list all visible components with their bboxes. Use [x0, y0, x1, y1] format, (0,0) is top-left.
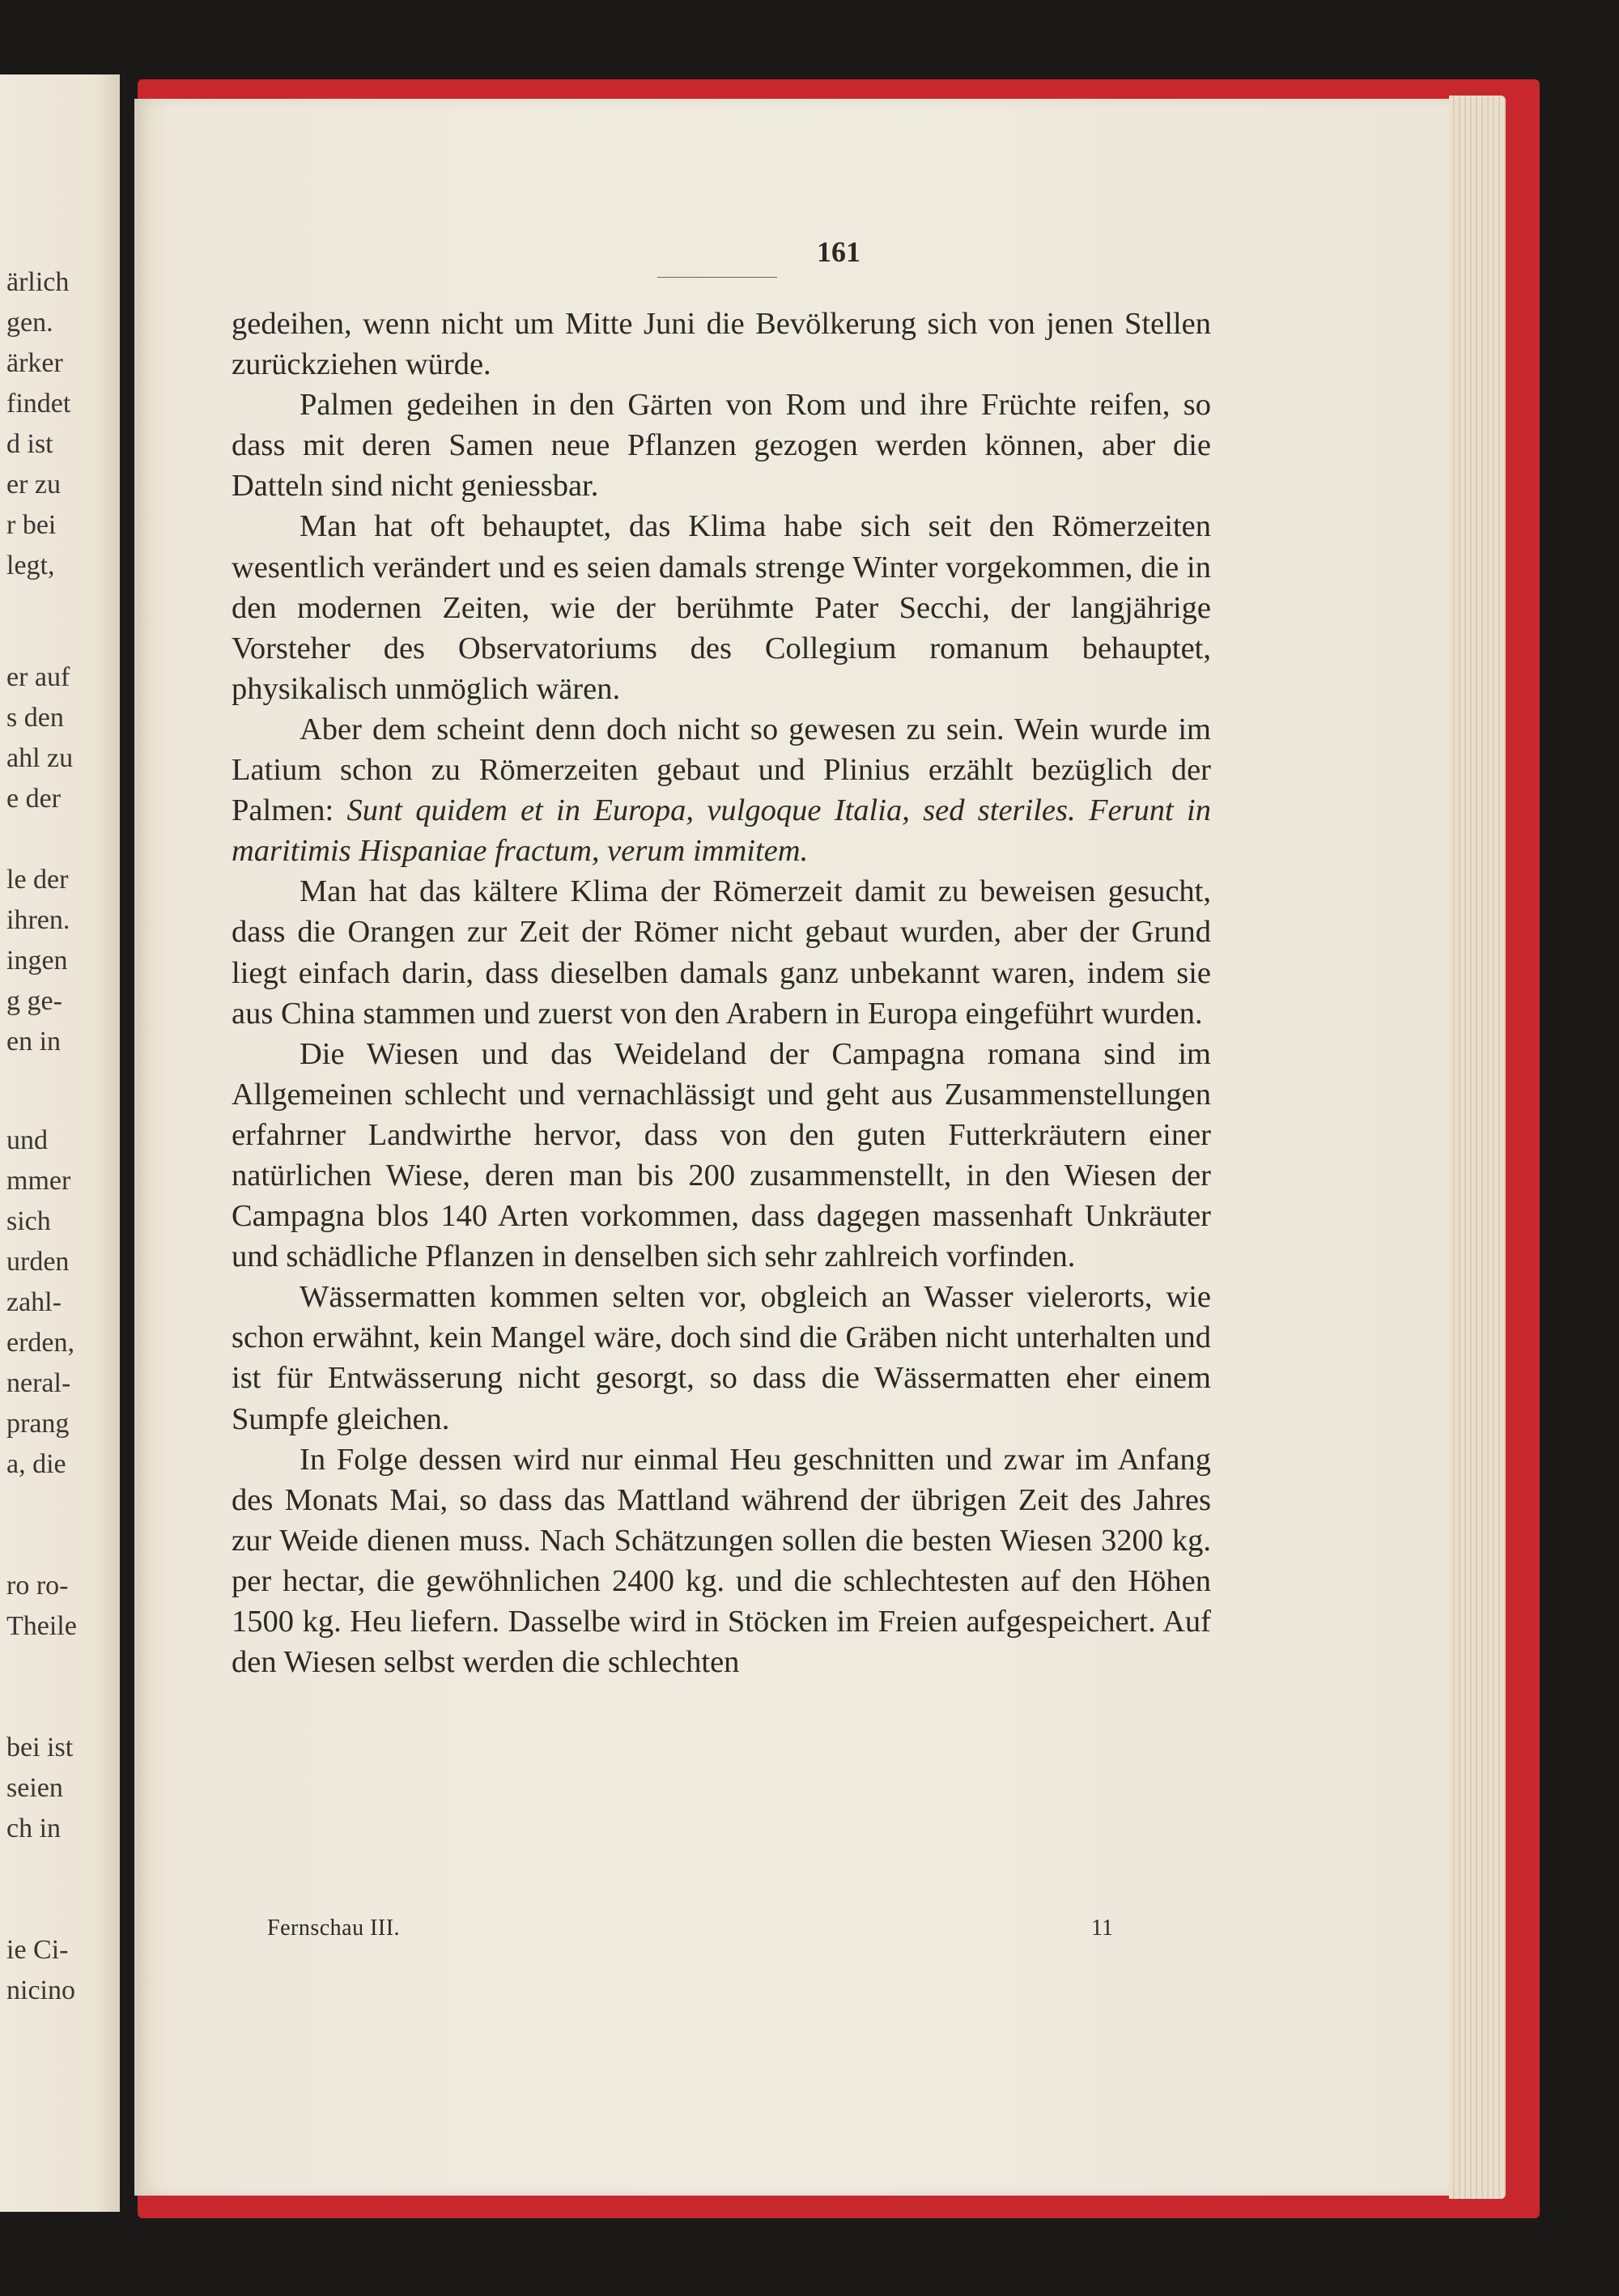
paragraph: Palmen gedeihen in den Gärten von Rom und ihre Früchte reifen, so dass mit deren Samen neue Pflanzen gezogen werden können, aber die Datteln sind nicht geniessbar.	[232, 388, 1211, 504]
paragraph: In Folge dessen wird nur einmal Heu geschnitten und zwar im Anfang des Monats Mai, so dass das Mattland während der übrigen Zeit des Jahres zur Weide dienen muss. Nach Schätzungen sollen die besten Wiesen 3200 kg. per hectar, die gewöhnlichen 2400 kg. und die schlechtesten auf den Höhen 1500 kg. Heu liefern. Dasselbe wird in Stöcken im Freien aufgespeichert. Auf den Wiesen selbst werden die schlechten	[232, 1442, 1211, 1680]
left-page-fragment: Theile	[6, 1611, 77, 1641]
left-page-fragment: mmer	[6, 1166, 71, 1196]
paragraph: Die Wiesen und das Weideland der Campagna romana sind im Allgemeinen schlecht und vernachlässigt und geht aus Zusammenstellungen erfahrner Landwirthe hervor, dass von den guten Futterkräutern einer natürlichen Wiese, deren man bis 200 zusammenstellt, in den Wiesen der Campagna blos 140 Arten vorkommen, dass dagegen massenhaft Unkräuter und schädliche Pflanzen in denselben sich sehr zahlreich vorfinden.	[232, 1036, 1211, 1274]
left-page-fragment: ro ro-	[6, 1571, 69, 1601]
left-page-fragment: d ist	[6, 429, 53, 459]
left-page-fragment: bei ist	[6, 1733, 74, 1762]
left-page-fragment: ihren.	[6, 905, 70, 935]
left-page-fragment: r bei	[6, 510, 57, 540]
paragraph	[232, 709, 1211, 871]
left-page-fragment: urden	[6, 1247, 70, 1277]
left-page-fragment: gen.	[6, 308, 53, 338]
left-page-fragment: findet	[6, 389, 71, 419]
page-body	[232, 304, 1211, 1682]
page-number: 161	[817, 236, 860, 268]
left-page-fragment: ärker	[6, 348, 63, 378]
left-page-fragment: er auf	[6, 662, 70, 692]
paragraph: Man hat oft behauptet, das Klima habe sich seit den Römerzeiten wesentlich verändert und es seien damals strenge Winter vorgekommen, die in den modernen Zeiten, wie der berühmte Pater Secchi, der langjährige Vorsteher des Observatoriums des Collegium romanum behauptet, physikalisch unmöglich wären.	[232, 509, 1211, 706]
left-page-fragment: ahl zu	[6, 743, 74, 773]
left-page-fragment: ie Ci-	[6, 1935, 69, 1965]
left-page-fragment: prang	[6, 1409, 70, 1439]
left-page-fragment: zahl-	[6, 1287, 62, 1317]
left-page-fragment: a, die	[6, 1449, 66, 1479]
left-page-fragment: ch in	[6, 1813, 62, 1843]
left-page-fragment: ingen	[6, 946, 68, 976]
left-page-fragment: en in	[6, 1027, 62, 1057]
paragraph: gedeihen, wenn nicht um Mitte Juni die Bevölkerung sich von jenen Stellen zurückziehen würde.	[232, 307, 1211, 382]
signature-number: 11	[1091, 1915, 1113, 1941]
latin-quotation: Sunt quidem et in Europa, vulgoque Italia, sed steriles. Ferunt in maritimis Hispaniae fractum, verum immitem.	[232, 793, 1212, 869]
left-page-fragment: und	[6, 1125, 48, 1155]
paragraph-text: Aber dem scheint denn doch nicht so gewesen zu sein. Wein wurde im Latium schon zu Römerzeiten gebaut und Plinius erzählt bezüglich der Palmen:	[232, 712, 1211, 828]
left-page-fragment: g ge-	[6, 986, 62, 1016]
left-page-fragment: ärlich	[6, 267, 70, 297]
left-page-fragment: er zu	[6, 470, 62, 500]
left-page-fragment: seien	[6, 1773, 63, 1803]
left-page	[0, 74, 120, 2212]
left-page-fragment: neral-	[6, 1368, 71, 1398]
left-page-fragment: s den	[6, 703, 64, 733]
left-page-fragment: e der	[6, 784, 62, 814]
left-page-fragment: le der	[6, 865, 69, 895]
paragraph: Man hat das kältere Klima der Römerzeit damit zu beweisen gesucht, dass die Orangen zur Zeit der Römer nicht gebaut wurden, aber der Grund liegt einfach darin, dass dieselben damals ganz unbekannt waren, indem sie aus China stammen und zuerst von den Arabern in Europa eingeführt wurden.	[232, 874, 1211, 1031]
page-number-rule	[657, 277, 777, 278]
left-page-fragment: legt,	[6, 551, 55, 580]
left-page-fragment: erden,	[6, 1328, 75, 1358]
left-page-fragment: sich	[6, 1206, 51, 1236]
paragraph: Wässermatten kommen selten vor, obgleich an Wasser vielerorts, wie schon erwähnt, kein Mangel wäre, doch sind die Gräben nicht unterhalten und ist für Entwässerung nicht gesorgt, so dass die Wässermatten eher einem Sumpfe gleichen.	[232, 1280, 1211, 1436]
page-edges	[1449, 96, 1506, 2199]
left-page-fragment: nicino	[6, 1975, 75, 2005]
signature-title: Fernschau III.	[267, 1915, 401, 1941]
